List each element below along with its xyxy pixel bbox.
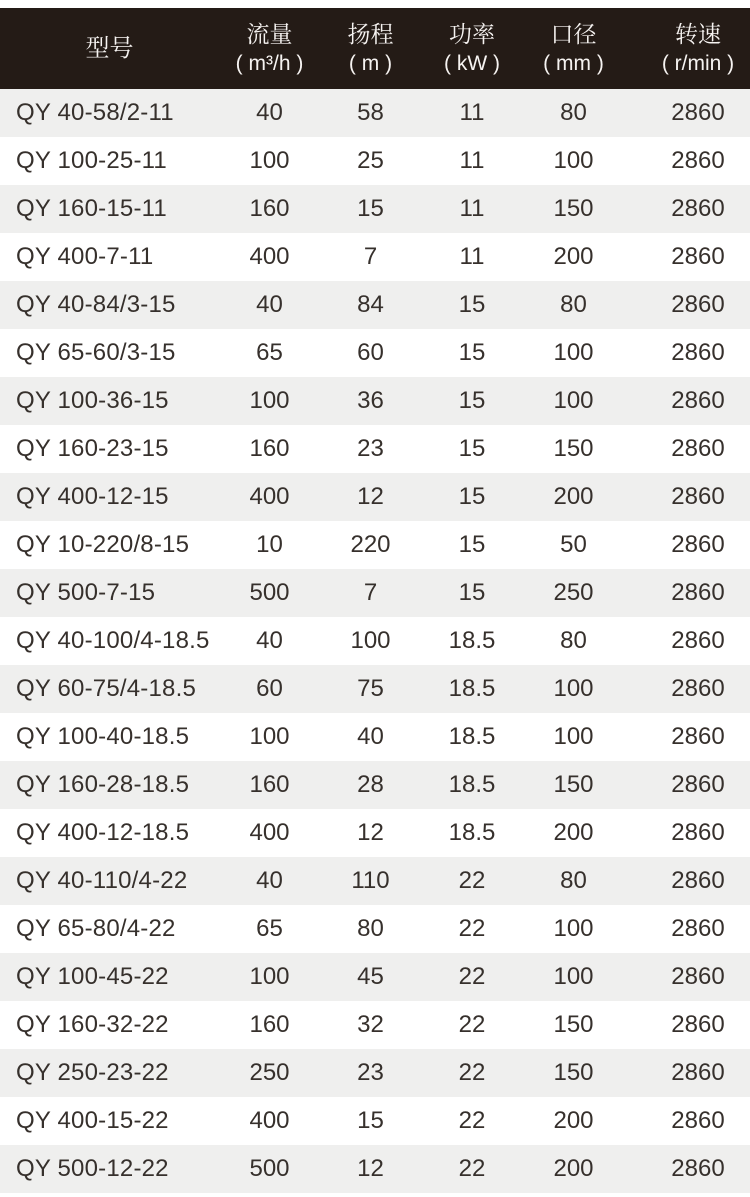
cell-model: QY 160-23-15 — [16, 435, 169, 462]
header-speed-unit: ( r/min ) — [661, 51, 735, 75]
cell-speed: 2860 — [671, 963, 725, 990]
table-row — [0, 713, 750, 761]
cell-flow: 400 — [249, 1107, 290, 1134]
cell-head: 15 — [357, 1107, 384, 1134]
table-row — [0, 233, 750, 281]
header-head-unit: ( m ) — [348, 51, 393, 75]
cell-speed: 2860 — [671, 1107, 725, 1134]
cell-power: 11 — [459, 99, 485, 126]
cell-speed: 2860 — [671, 147, 725, 174]
table-header — [0, 8, 750, 89]
cell-model: QY 400-7-11 — [16, 243, 154, 270]
cell-head: 12 — [357, 1155, 384, 1182]
cell-power: 15 — [458, 531, 486, 558]
cell-flow: 10 — [256, 531, 283, 558]
cell-diameter: 80 — [560, 99, 587, 126]
cell-model: QY 40-100/4-18.5 — [16, 627, 210, 654]
cell-flow: 40 — [256, 99, 283, 126]
cell-model: QY 40-110/4-22 — [16, 867, 188, 894]
cell-speed: 2860 — [671, 627, 725, 654]
cell-flow: 400 — [249, 819, 290, 846]
header-flow-label: 流量 — [246, 20, 293, 47]
cell-power: 18.5 — [448, 627, 496, 654]
table-body — [0, 89, 750, 1193]
cell-diameter: 50 — [560, 531, 587, 558]
cell-head: 80 — [357, 915, 384, 942]
cell-diameter: 100 — [553, 675, 594, 702]
cell-head: 28 — [357, 771, 384, 798]
table-row — [0, 89, 750, 137]
cell-speed: 2860 — [671, 435, 725, 462]
table-row — [0, 905, 750, 953]
cell-speed: 2860 — [671, 291, 725, 318]
cell-power: 15 — [458, 579, 486, 606]
cell-power: 11 — [459, 243, 485, 270]
cell-flow: 160 — [249, 195, 290, 222]
cell-power: 15 — [458, 483, 486, 510]
header-power — [421, 19, 523, 79]
header-speed — [624, 19, 750, 79]
cell-model: QY 65-60/3-15 — [16, 339, 176, 366]
cell-power: 15 — [458, 435, 486, 462]
cell-speed: 2860 — [671, 723, 725, 750]
cell-power: 18.5 — [448, 771, 496, 798]
cell-diameter: 80 — [560, 867, 587, 894]
cell-speed: 2860 — [671, 675, 725, 702]
table-row — [0, 137, 750, 185]
cell-model: QY 100-45-22 — [16, 963, 169, 990]
table-row — [0, 953, 750, 1001]
cell-power: 22 — [458, 963, 486, 990]
cell-flow: 40 — [256, 627, 283, 654]
cell-power: 22 — [458, 1107, 486, 1134]
cell-speed: 2860 — [671, 243, 725, 270]
cell-head: 100 — [350, 627, 391, 654]
cell-diameter: 150 — [553, 771, 594, 798]
table-row — [0, 329, 750, 377]
cell-model: QY 160-15-11 — [16, 195, 167, 222]
cell-speed: 2860 — [671, 99, 725, 126]
header-power-unit: ( kW ) — [444, 51, 500, 75]
cell-power: 22 — [458, 1059, 486, 1086]
cell-head: 45 — [357, 963, 384, 990]
cell-flow: 500 — [249, 579, 290, 606]
cell-flow: 40 — [256, 291, 283, 318]
cell-flow: 160 — [249, 771, 290, 798]
cell-diameter: 200 — [553, 1107, 594, 1134]
cell-diameter: 150 — [553, 195, 594, 222]
header-head-label: 扬程 — [347, 20, 394, 47]
cell-speed: 2860 — [671, 387, 725, 414]
cell-model: QY 400-12-18.5 — [16, 819, 190, 846]
cell-flow: 250 — [249, 1059, 290, 1086]
table-row — [0, 1001, 750, 1049]
header-diameter — [523, 19, 624, 79]
cell-head: 15 — [357, 195, 384, 222]
cell-head: 23 — [357, 1059, 384, 1086]
cell-flow: 100 — [249, 147, 290, 174]
cell-model: QY 500-7-15 — [16, 579, 156, 606]
cell-head: 84 — [357, 291, 384, 318]
cell-power: 15 — [458, 339, 486, 366]
cell-model: QY 400-12-15 — [16, 483, 169, 510]
cell-diameter: 200 — [553, 819, 594, 846]
table-row — [0, 425, 750, 473]
table-row — [0, 1097, 750, 1145]
cell-diameter: 200 — [553, 483, 594, 510]
cell-head: 36 — [357, 387, 384, 414]
cell-speed: 2860 — [671, 867, 725, 894]
cell-diameter: 100 — [553, 387, 594, 414]
table-row — [0, 761, 750, 809]
table-row — [0, 521, 750, 569]
cell-flow: 400 — [249, 243, 290, 270]
cell-power: 11 — [459, 195, 485, 222]
cell-diameter: 200 — [553, 243, 594, 270]
table-row — [0, 1049, 750, 1097]
cell-diameter: 100 — [553, 147, 594, 174]
header-head — [320, 19, 421, 79]
table-row — [0, 857, 750, 905]
header-diameter-label: 口径 — [550, 20, 597, 47]
cell-speed: 2860 — [671, 1011, 725, 1038]
cell-diameter: 200 — [553, 1155, 594, 1182]
cell-model: QY 40-58/2-11 — [16, 99, 174, 126]
cell-flow: 60 — [256, 675, 283, 702]
cell-power: 22 — [458, 1155, 486, 1182]
cell-head: 40 — [357, 723, 384, 750]
cell-speed: 2860 — [671, 483, 725, 510]
cell-speed: 2860 — [671, 195, 725, 222]
header-power-label: 功率 — [449, 20, 495, 47]
cell-speed: 2860 — [671, 531, 725, 558]
cell-flow: 65 — [256, 915, 283, 942]
table-row — [0, 809, 750, 857]
cell-power: 11 — [459, 147, 485, 174]
header-model-label: 型号 — [85, 34, 134, 62]
cell-power: 18.5 — [448, 675, 496, 702]
cell-head: 32 — [357, 1011, 384, 1038]
cell-model: QY 250-23-22 — [16, 1059, 169, 1086]
cell-head: 75 — [357, 675, 384, 702]
header-flow-unit: ( m³/h ) — [235, 51, 304, 75]
cell-head: 12 — [357, 819, 384, 846]
cell-flow: 40 — [256, 867, 283, 894]
cell-power: 22 — [458, 915, 486, 942]
table-row — [0, 185, 750, 233]
table-row — [0, 473, 750, 521]
cell-diameter: 100 — [553, 915, 594, 942]
cell-head: 23 — [357, 435, 384, 462]
cell-flow: 160 — [249, 1011, 290, 1038]
table-row — [0, 377, 750, 425]
cell-flow: 100 — [249, 963, 290, 990]
cell-power: 18.5 — [448, 723, 496, 750]
table-row — [0, 665, 750, 713]
cell-model: QY 500-12-22 — [16, 1155, 169, 1182]
cell-model: QY 60-75/4-18.5 — [16, 675, 197, 702]
cell-diameter: 80 — [560, 291, 587, 318]
cell-diameter: 80 — [560, 627, 587, 654]
cell-model: QY 100-40-18.5 — [16, 723, 190, 750]
cell-speed: 2860 — [671, 771, 725, 798]
cell-power: 15 — [458, 291, 486, 318]
cell-model: QY 160-32-22 — [16, 1011, 169, 1038]
cell-power: 22 — [458, 867, 486, 894]
header-diameter-unit: ( mm ) — [543, 51, 604, 75]
cell-diameter: 150 — [553, 1011, 594, 1038]
cell-flow: 100 — [249, 723, 290, 750]
cell-model: QY 100-25-11 — [16, 147, 167, 174]
cell-head: 7 — [363, 243, 378, 270]
cell-flow: 500 — [249, 1155, 290, 1182]
cell-model: QY 10-220/8-15 — [16, 531, 190, 558]
table-row — [0, 617, 750, 665]
header-flow — [219, 19, 320, 79]
table-row — [0, 569, 750, 617]
cell-flow: 65 — [256, 339, 283, 366]
cell-diameter: 100 — [553, 339, 594, 366]
cell-power: 22 — [458, 1011, 486, 1038]
cell-model: QY 100-36-15 — [16, 387, 169, 414]
cell-speed: 2860 — [671, 339, 725, 366]
cell-head: 220 — [350, 531, 391, 558]
cell-model: QY 160-28-18.5 — [16, 771, 190, 798]
cell-model: QY 400-15-22 — [16, 1107, 169, 1134]
header-model — [0, 34, 219, 64]
cell-power: 18.5 — [448, 819, 496, 846]
cell-head: 7 — [363, 579, 378, 606]
cell-diameter: 150 — [553, 435, 594, 462]
table-row — [0, 281, 750, 329]
cell-head: 25 — [357, 147, 384, 174]
cell-speed: 2860 — [671, 1059, 725, 1086]
cell-model: QY 40-84/3-15 — [16, 291, 176, 318]
cell-speed: 2860 — [671, 1155, 725, 1182]
cell-diameter: 100 — [553, 963, 594, 990]
table-row — [0, 1145, 750, 1193]
cell-flow: 100 — [249, 387, 290, 414]
header-speed-label: 转速 — [675, 20, 721, 47]
cell-flow: 160 — [249, 435, 290, 462]
cell-head: 58 — [357, 99, 384, 126]
cell-head: 110 — [351, 867, 390, 894]
cell-diameter: 150 — [553, 1059, 594, 1086]
cell-flow: 400 — [249, 483, 290, 510]
cell-model: QY 65-80/4-22 — [16, 915, 176, 942]
cell-speed: 2860 — [671, 579, 725, 606]
cell-speed: 2860 — [671, 915, 725, 942]
cell-diameter: 250 — [553, 579, 594, 606]
cell-head: 60 — [357, 339, 384, 366]
cell-diameter: 100 — [553, 723, 594, 750]
cell-power: 15 — [458, 387, 486, 414]
cell-head: 12 — [357, 483, 384, 510]
cell-speed: 2860 — [671, 819, 725, 846]
